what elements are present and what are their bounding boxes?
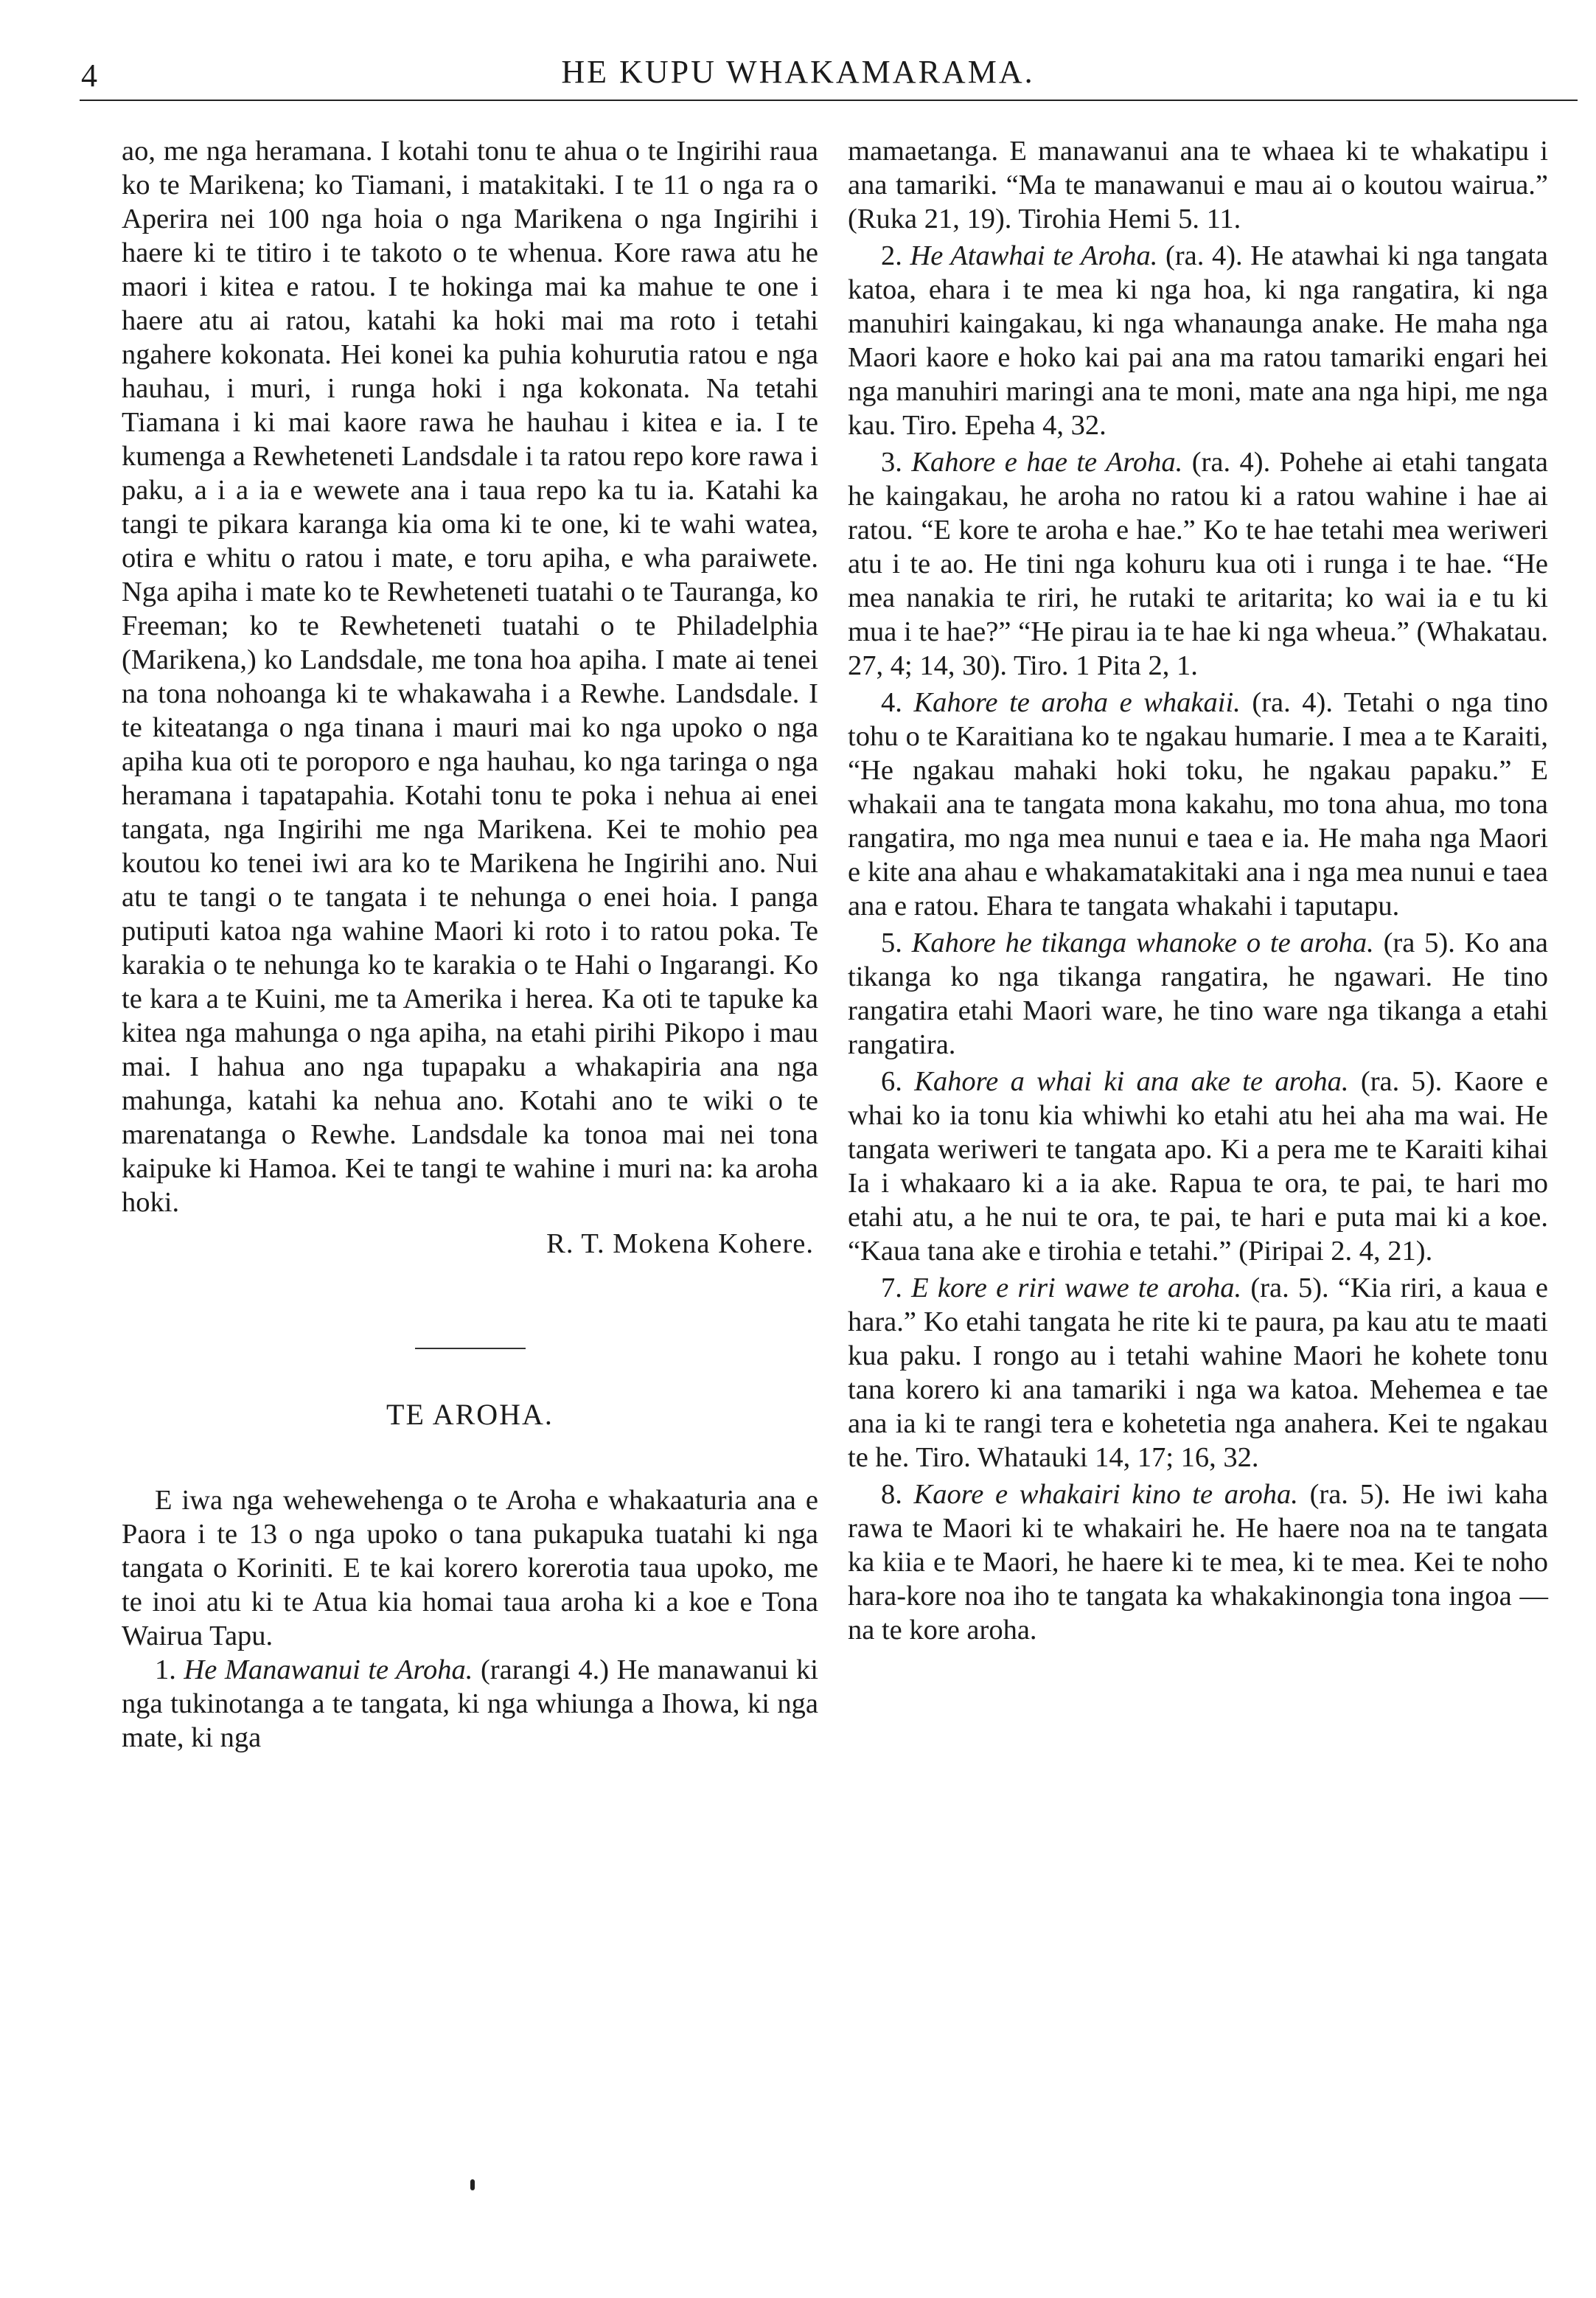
item-text: (ra. 5). He iwi kaha rawa te Maori ki te whakairi he. He haere noa na te tangata ka kiia e te Maori, he haere ki te mea, ki te mea. Kei te noho hara-kore noa iho te tangata ka whakakinongia tona ingoa — na te kore aroha. xyxy=(848,1479,1549,1646)
printer-mark xyxy=(470,2179,475,2190)
item-heading: He Manawanui te Aroha. xyxy=(184,1654,473,1685)
item-heading: Kahore e hae te Aroha. xyxy=(911,447,1183,478)
item-text: (ra. 4). Tetahi o nga tino tohu o te Karaitiana ko te ngakau humarie. I mea a te Karaiti, “He ngakau mahaki hoki toku, he ngakau papaku.” E whakaii ana te tangata mona kakahu, mo tona ahua, mo tona rangatira, mo nga mea nunui e taea e ia. He maha nga Maori e kite ana ahau e whakamatakitaki ana i nga mea nunui e taea ana e ratou. Ehara te tangata whakahi i taputapu. xyxy=(848,687,1548,922)
item-text: (rarangi 4.) He manawanui ki nga tukinotanga a te tangata, ki nga whiunga a Ihowa, ki nga mate, ki nga xyxy=(122,1654,818,1753)
item-text: (ra. 4). He atawhai ki nga tangata katoa, ehara i te mea ki nga hoa, ki nga rangatira, ki nga manuhiri kaingakau, ki nga whanaunga anake. He maha nga Maori kaore e hoko kai pai ana ma ratou tamariki engari hei nga manuhiri maringi ana te moni, mate ana nga hipi, me nga kau. Tiro. Epeha 4, 32. xyxy=(848,240,1548,441)
item-heading: E kore e riri wawe te aroha. xyxy=(911,1272,1242,1303)
continuation-paragraph: mamaetanga. E manawanui ana te whaea ki te whakatipu i ana tamariki. “Ma te manawanui e mau ai o koutou wairua.” (Ruka 21, 19). Tirohia Hemi 5. 11. xyxy=(848,136,1548,234)
item-heading: Kahore te aroha e whakaii. xyxy=(913,687,1241,718)
left-column xyxy=(122,134,818,1755)
intro-paragraph: E iwa nga wehewehenga o te Aroha e whakaaturia ana e Paora i te 13 o nga upoko o tana pukapuka tuatahi ki nga tangata o Koriniti. E te kai korero korerotia taua upoko, me te inoi atu ki te Atua kia homai taua aroha ki a koe e Tona Wairua Tapu. xyxy=(122,1485,818,1651)
running-title: HE KUPU WHAKAMARAMA. xyxy=(561,54,1035,90)
header-rule xyxy=(80,100,1578,101)
item-number: 2. xyxy=(881,240,902,271)
item-number: 3. xyxy=(881,447,902,478)
section-divider xyxy=(415,1348,526,1349)
item-text: (ra. 4). Pohehe ai etahi tangata he kaingakau, he aroha no ratou ki a ratou wahine i hae ai ratou. “E kore te aroha e hae.” Ko te hae tetahi mea weriweri atu i te ao. He tini nga kohuru kua oti i runga i te hae. “He mea nanakia te riri, he rutaki te aritarita; ko wai ia e tu ki mua i te hae?” “He pirau ia te hae ki nga wheua.” (Whakatau. 27, 4; 14, 30). Tiro. 1 Pita 2, 1. xyxy=(848,447,1549,681)
item-number: 5. xyxy=(881,927,902,958)
list-item xyxy=(848,1477,1548,1647)
item-number: 7. xyxy=(881,1272,902,1303)
list-item xyxy=(848,1065,1548,1268)
item-heading: Kahore a whai ki ana ake te aroha. xyxy=(914,1066,1349,1097)
author-signature: R. T. Mokena Kohere. xyxy=(546,1228,814,1259)
item-number: 8. xyxy=(881,1479,902,1510)
page-number: 4 xyxy=(81,58,97,94)
list-item xyxy=(848,686,1548,923)
item-text: (ra 5). Ko ana tikanga ko nga tikanga rangatira, he ngawari. He tino rangatira etahi Maori ware, he tino ware nga tikanga a etahi rangatira. xyxy=(848,927,1549,1060)
list-item xyxy=(848,926,1548,1062)
item-text: (ra. 5). Kaore e whai ko ia tonu kia whiwhi ko etahi atu hei aha ma wai. He tangata weriweri te tangata apo. Ki a pera me te Karaiti kihai Ia i whakaaro ki a ia ake. Rapua te ora, te pai, te hari mo etahi atu, a he nui te ora, te pai, te hari e puta mai ki a koe. “Kaua tana ake e tirohia e tetahi.” (Piripai 2. 4, 21). xyxy=(848,1066,1549,1267)
item-number: 4. xyxy=(881,687,902,718)
article-paragraph: ao, me nga heramana. I kotahi tonu te ahua o te Ingirihi raua ko te Marikena; ko Tiamani, i matakitaki. I te 11 o nga ra o Aperira nei 100 nga hoia o nga Marikena o nga Ingirihi i haere ki te titiro i te takoto o te whenua. Kore rawa atu he maori i kitea e ratou. I te hokinga mai ka mahue te one i haere atu ai ratou, katahi ka hoki mai ma roto i tetahi ngahere kokonata. Hei konei ka puhia kohurutia ratou e nga hauhau, i muri, i runga hoki i nga kokonata. Na tetahi Tiamana i ki mai kaore rawa he hauhau i kitea e ia. I te kumenga a Rewheteneti Landsdale i ta ratou repo kore rawa i paku, a i a ia e wewete ana i taua repo ka tu ia. Katahi ka tangi te pikara karanga kia oma ki te one, ki te wahi watea, otira e whitu o ratou i mate, e toru apiha, e wha paraiwete. Nga apiha i mate ko te Rewheteneti tuatahi o te Tauranga, ko Freeman; ko te Rewheteneti tuatahi o te Philadelphia (Marikena,) ko Landsdale, me tona hoa apiha. I mate ai tenei na tona nohoanga ki te whakawaha i a Rewhe. Landsdale. I te kiteatanga o nga tinana i mauri mai ko nga upoko o nga apiha kua oti te poroporo e nga hauhau, ko nga taringa o nga heramana i tapatapahia. Kotahi tonu te poka i nehua ai enei tangata, nga Ingirihi me nga Marikena. Kei te mohio pea koutou ko tenei iwi ara ko te Marikena he Ingirihi ano. Nui atu te tangi o te tangata i te nehunga o enei hoia. I panga putiputi katoa nga wahine Maori ki roto i to ratou poka. Te karakia o te nehunga ko te karakia o te Hahi o Ingarangi. Ko te kara a te Kuini, me ta Amerika i herea. Ka oti te tapuke ka kitea nga mahunga o nga apiha, na etahi pirihi Pikopo i mau mai. I hahua ano nga tupapaku a whakapiria ana nga mahunga, katahi ka nehua ano. Kotahi ano te wiki o te marenatanga o Rewhe. Landsdale ka tonoa mai nei tona kaipuke ki Hamoa. Kei te tangi te wahine i muri na: ka aroha hoki. xyxy=(122,136,818,1218)
item-text: (ra. 5). “Kia riri, a kaua e hara.” Ko etahi tangata he rite ki te paura, pa kau atu te maati kua paku. I rongo au i tetahi wahine Maori he kohete tonu tana korero ki ana tamariki i nga wa katoa. Mehemea e tae ana ia ki te rangi tera e kohetetia nga anahera. Kei te ngakau te he. Tiro. Whatauki 14, 17; 16, 32. xyxy=(848,1272,1548,1473)
item-number: 6. xyxy=(881,1066,902,1097)
item-heading: He Atawhai te Aroha. xyxy=(910,240,1158,271)
item-heading: Kaore e whakairi kino te aroha. xyxy=(913,1479,1298,1510)
list-item xyxy=(848,445,1548,683)
list-item xyxy=(848,1271,1548,1474)
item-heading: Kahore he tikanga whanoke o te aroha. xyxy=(911,927,1374,958)
item-number: 1. xyxy=(155,1654,176,1685)
right-column xyxy=(848,134,1548,1647)
list-item xyxy=(122,1653,818,1755)
section-title: TE AROHA. xyxy=(386,1398,554,1431)
list-item xyxy=(848,239,1548,442)
